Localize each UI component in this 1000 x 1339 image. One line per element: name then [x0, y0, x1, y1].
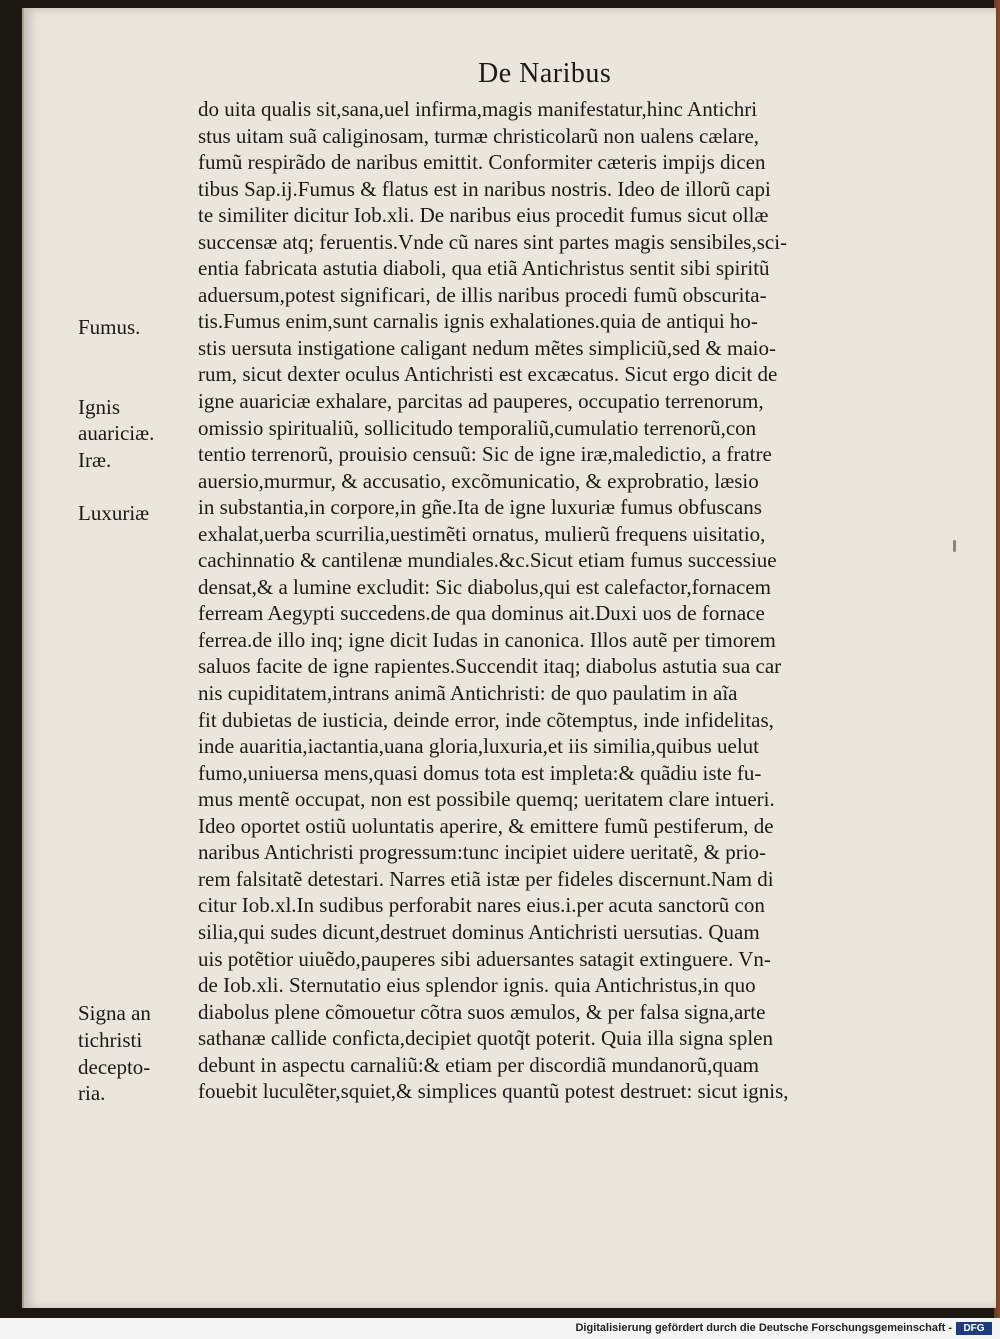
text-line: nis cupiditatem,intrans animã Antichristi: de quo paulatim in aĩa [198, 681, 738, 706]
text-line: fumo,uniuersa mens,quasi domus tota est impleta:& quãdiu iste fu- [198, 760, 762, 785]
text-line: de Iob.xli. Sternutatio eius splendor ignis. quia Antichristus,in quo [198, 973, 756, 998]
marginal-note-signa: Signa an [78, 1001, 151, 1025]
text-line: diabolus plene cõmouetur cõtra suos æmulos, & per falsa signa,arte [198, 999, 766, 1024]
marginal-note-auariciae: auariciæ. [78, 421, 155, 445]
text-line: ferrea.de illo inq; igne dicit Iudas in canonica. Illos autẽ per timorem [198, 627, 776, 652]
marginal-note-deceptoria: decepto- [78, 1055, 151, 1079]
text-line: tentio terrenorũ, prouisio censuũ: Sic de igne iræ,maledictio, a fratre [198, 442, 772, 467]
text-line: mus mentẽ occupat, non est possibile quemq; ueritatem clare intueri. [198, 787, 775, 812]
text-line: sathanæ callide conficta,decipiet quotq̃t poterit. Quia illa signa splen [198, 1026, 773, 1051]
running-head: De Naribus [478, 58, 612, 89]
text-line: rem falsitatẽ detestari. Narres etiã istæ per fideles discernunt.Nam di [198, 866, 774, 891]
text-line: te similiter dicitur Iob.xli. De naribus eius procedit fumus sicut ollæ [198, 203, 769, 228]
marginal-note-fumus: Fumus. [78, 315, 141, 339]
text-line: cachinnatio & cantilenæ mundiales.&c.Sicut etiam fumus successiue [198, 548, 777, 573]
text-line: aduersum,potest significari, de illis naribus procedi fumũ obscurita- [198, 282, 767, 307]
marginal-note-antichristi: tichristi [78, 1028, 143, 1052]
text-line: saluos facite de igne rapientes.Succendit itaq; diabolus astutia sua car [198, 654, 782, 679]
text-line: densat,& a lumine excludit: Sic diabolus,qui est calefactor,fornacem [198, 574, 771, 599]
text-line: silia,qui sudes dicunt,destruet dominus Antichristi uersutias. Quam [198, 919, 760, 944]
text-line: tibus Sap.ij.Fumus & flatus est in naribus nostris. Ideo de illorũ capi [198, 176, 771, 201]
text-line: tis.Fumus enim,sunt carnalis ignis exhalationes.quia de antiqui ho- [198, 309, 758, 334]
text-line: naribus Antichristi progressum:tunc incipiet uidere ueritatẽ, & prio- [198, 840, 767, 865]
dfg-logo: DFG [956, 1322, 992, 1335]
text-line: Ideo oportet ostiũ uoluntatis aperire, & emittere fumũ pestiferum, de [198, 813, 774, 838]
text-line: igne auariciæ exhalare, parcitas ad pauperes, occupatio terrenorum, [198, 389, 764, 414]
marginal-note-ria: ria. [78, 1081, 106, 1105]
text-line: stus uitam suã caliginosam, turmæ christicolarũ non ualens cælare, [198, 123, 760, 148]
text-line: in substantia,in corpore,in gñe.Ita de igne luxuriæ fumus obfuscans [198, 495, 762, 520]
marginal-note-ignis: Ignis [78, 395, 120, 419]
paper-blemish [953, 540, 956, 552]
text-line: ferream Aegypti succedens.de qua dominus ait.Duxi uos de fornace [198, 601, 765, 626]
text-line: uis potẽtior uiuẽdo,pauperes sibi aduersantes satagit extinguere. Vn- [198, 946, 771, 971]
text-line: auersio,murmur, & accusatio, excõmunicatio, & exprobratio, læsio [198, 468, 759, 493]
text-line: citur Iob.xl.In sudibus perforabit nares eius.i.per acuta sanctorũ con [198, 893, 765, 918]
text-line: stis uersuta instigatione caligant nedum mẽtes simpliciũ,sed & maio- [198, 335, 776, 360]
text-line: rum, sicut dexter oculus Antichristi est excæcatus. Sicut ergo dicit de [198, 362, 778, 387]
text-line: inde auaritia,iactantia,uana gloria,luxuria,et iis similia,quibus uelut [198, 734, 760, 759]
text-line: exhalat,uerba scurrilia,uestimẽti ornatus, mulierũ frequens uisitatio, [198, 521, 766, 546]
text-line: fit dubietas de iusticia, deinde error, inde cõtemptus, inde infidelitas, [198, 707, 774, 732]
text-line: fumũ respirãdo de naribus emittit. Conformiter cæteris impijs dicen [198, 150, 766, 175]
text-line: succensæ atq; feruentis.Vnde cũ nares sint partes magis sensibiles,sci- [198, 229, 788, 254]
funding-credit: Digitalisierung gefördert durch die Deutsche Forschungsgemeinschaft - [575, 1322, 952, 1334]
marginal-note-luxuriae: Luxuriæ [78, 501, 150, 525]
text-line: entia fabricata astutia diaboli, qua etiã Antichristus sentit sibi spiritũ [198, 256, 770, 281]
text-line: omissio spiritualiũ, sollicitudo temporaliũ,cumulatio terrenorũ,con [198, 415, 757, 440]
text-line: debunt in aspectu carnaliũ:& etiam per discordiã mundanorũ,quam [198, 1052, 759, 1077]
marginal-note-irae: Iræ. [78, 448, 112, 472]
body-text [198, 96, 928, 1105]
text-line: fouebit luculẽter,squiet,& simplices quantũ potest destruet: sicut ignis, [198, 1079, 789, 1104]
text-line: do uita qualis sit,sana,uel infirma,magis manifestatur,hinc Antichri [198, 97, 758, 121]
